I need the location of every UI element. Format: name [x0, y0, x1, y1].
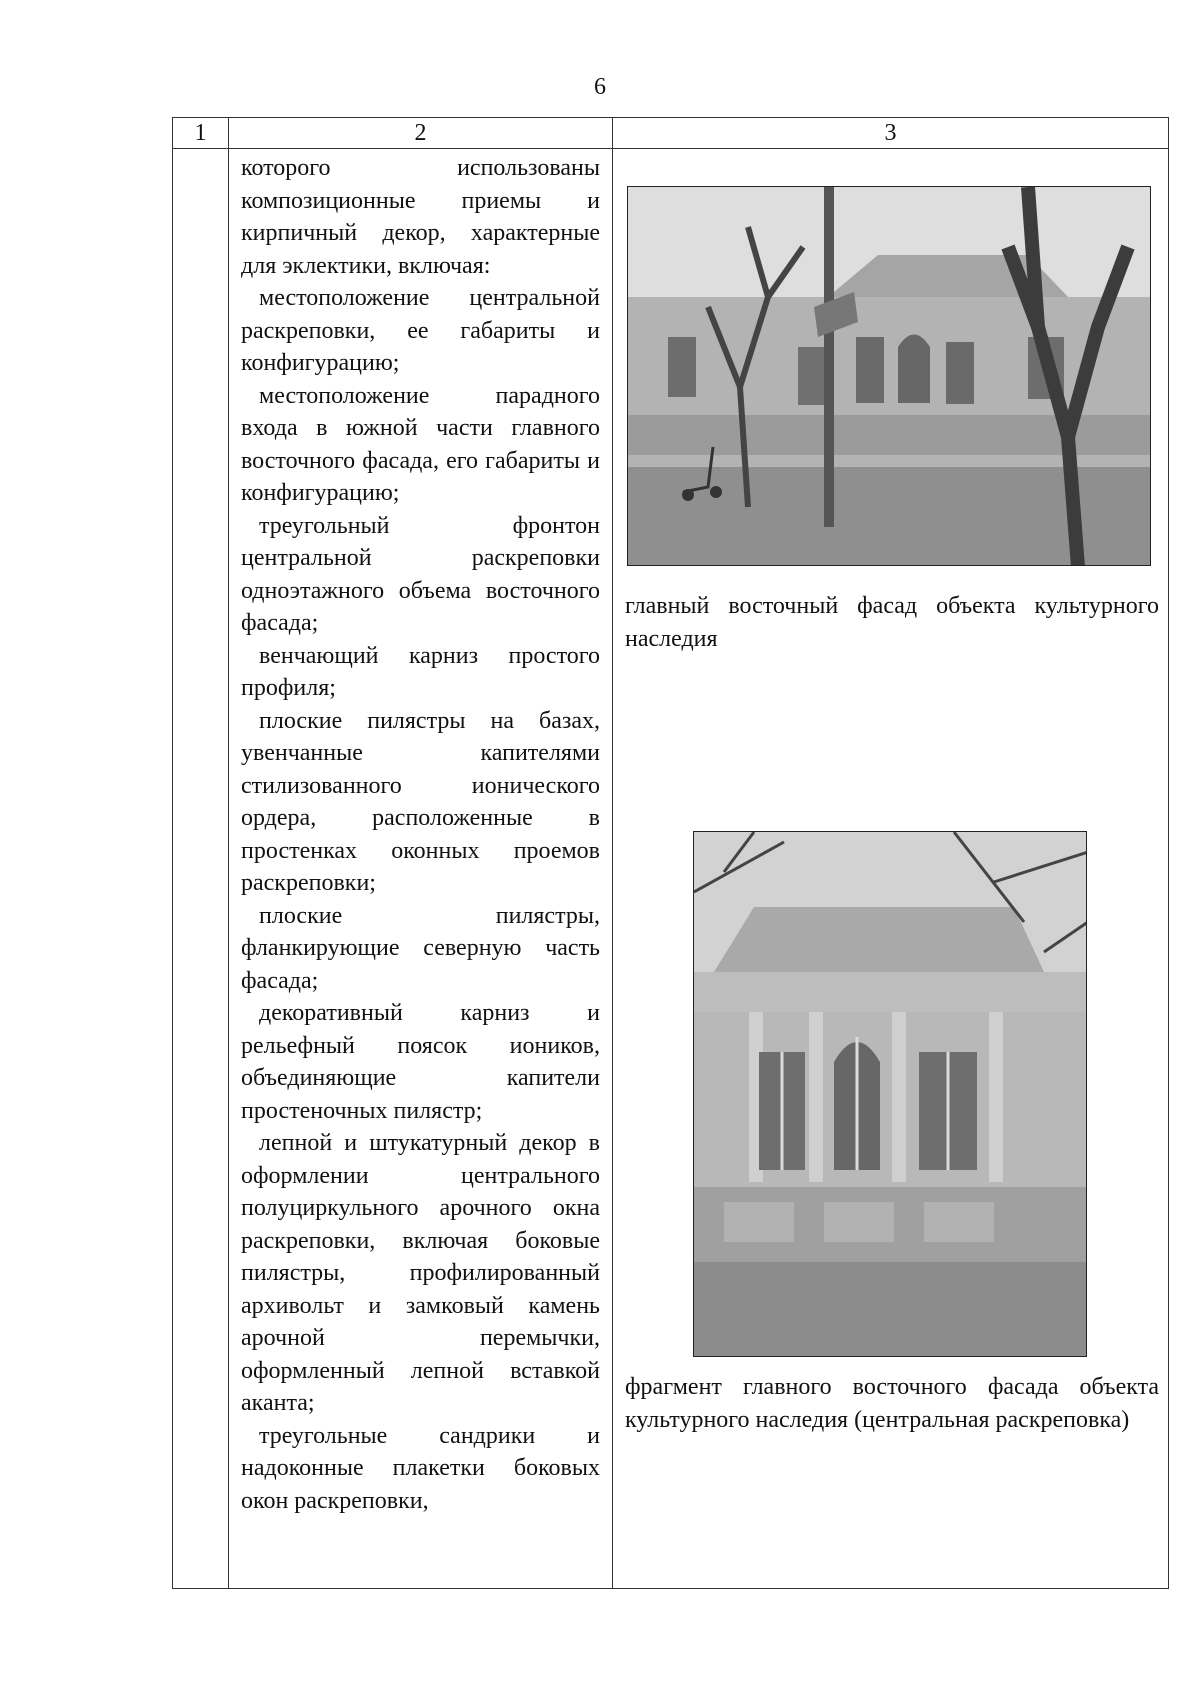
row-number-cell	[173, 149, 229, 1589]
description-paragraph: лепной и штукатурный декор в оформлении центрального полуциркульного арочного окна раскреповки, включая боковые пилястры, профилированный архивольт и замковый камень арочной перемычки, оформленный лепной вставкой аканта;	[241, 1130, 600, 1416]
description-paragraph: местоположение центральной раскреповки, ее габариты и конфигурацию;	[241, 285, 600, 376]
description-paragraph: плоские пилястры на базах, увенчанные капителями стилизованного ионического ордера, расположенные в простенках оконных проемов раскреповки;	[241, 707, 600, 896]
central-projection-caption: фрагмент главного восточного фасада объекта культурного наследия (центральная раскреповка)	[625, 1374, 1159, 1433]
description-paragraph: декоративный карниз и рельефный поясок иоников, объединяющие капители простеночных пилястр;	[241, 1000, 600, 1124]
facade-photo	[627, 186, 1151, 566]
description-paragraph: венчающий карниз простого профиля;	[241, 642, 600, 701]
description-paragraph: треугольные сандрики и надоконные плакетки боковых окон раскреповки,	[241, 1422, 600, 1514]
table-header-row	[173, 118, 1169, 149]
description-paragraph: местоположение парадного входа в южной части главного восточного фасада, его габариты и конфигурацию;	[241, 382, 600, 506]
header-col-3: 3	[613, 118, 1169, 149]
description-paragraph: треугольный фронтон центральной раскреповки одноэтажного объема восточного фасада;	[241, 512, 600, 636]
heritage-table	[172, 117, 1169, 1589]
photo-cell	[613, 149, 1169, 1589]
header-col-1: 1	[173, 118, 229, 149]
header-col-2: 2	[229, 118, 613, 149]
page-number: 6	[594, 74, 606, 100]
central-projection-photo	[693, 831, 1087, 1357]
table-row	[173, 149, 1169, 1589]
description-paragraphs	[241, 152, 600, 1517]
description-cell	[229, 149, 613, 1589]
facade-photo-caption: главный восточный фасад объекта культурного наследия	[625, 593, 1159, 652]
description-paragraph: плоские пилястры, фланкирующие северную часть фасада;	[241, 902, 600, 994]
description-paragraph: которого использованы композиционные приемы и кирпичный декор, характерные для эклектики, включая:	[241, 155, 600, 279]
